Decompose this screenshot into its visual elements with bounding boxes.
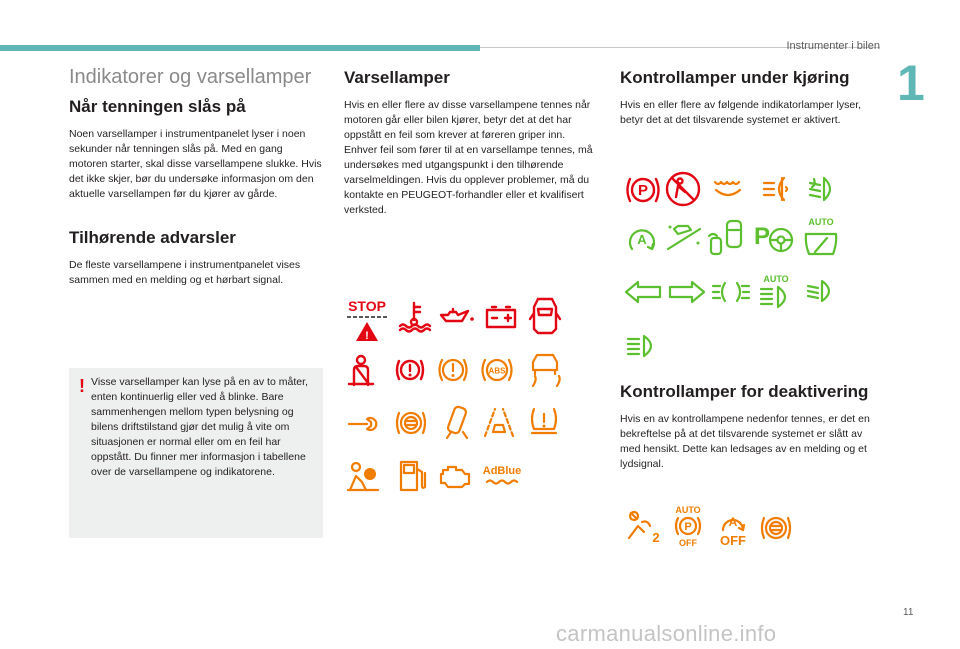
cruise-control-icon <box>664 221 704 251</box>
oil-pressure-icon <box>438 305 476 329</box>
heading-associated-warnings: Tilhørende advarsler <box>69 228 236 247</box>
warning-note-box <box>69 368 323 538</box>
parking-lamp-label: P <box>753 223 771 250</box>
stop-start-off-a-label: A <box>728 515 738 529</box>
auto-wiper-label: AUTO <box>808 217 834 227</box>
section-title: Indikatorer og varsellamper <box>69 66 312 88</box>
heading-warning-lamps: Varsellamper <box>344 68 450 87</box>
seatbelt-icon <box>347 355 375 387</box>
parking-brake-icon <box>623 174 663 206</box>
adblue-icon <box>482 463 522 487</box>
stop-label: STOP <box>348 298 386 314</box>
door-open-icon <box>530 297 560 335</box>
coolant-temperature-icon <box>397 300 431 332</box>
lane-keeping-icon <box>482 406 516 438</box>
tyre-pressure-icon <box>527 405 561 437</box>
stop-start-off-icon <box>715 508 751 546</box>
stop-start-icon <box>626 225 658 253</box>
warning-note-text: Visse varsellamper kan lyse på en av to måter, enten kontinuerlig eller ved å blinke. Bare sammenhengen mellom typen belysning og bilens driftstilstand gjør det mulig å vite om situasjonen er normal eller om en feil har oppstått. Du finner mer informasjon i tabellene over de varsellampene og indikatorene. <box>91 376 308 478</box>
auto-parking-label: AUTO <box>675 505 701 515</box>
heading-ignition: Når tenningen slås på <box>69 97 246 116</box>
steering-wheel-icon <box>766 226 796 254</box>
heading-deactivation-lamps: Kontrollamper for deaktivering <box>620 382 869 401</box>
auto-main-beam-label: AUTO <box>763 274 789 284</box>
adblue-label: AdBlue <box>482 465 522 477</box>
dipped-beam-icon <box>806 279 838 303</box>
svg-text:!: ! <box>365 330 369 342</box>
service-wrench-icon <box>347 414 379 434</box>
paragraph-deactivation-lamps: Hvis en av kontrollampene nedenfor tennes, er det en bekreftelse på at det tilsvarende systemet er slått av med hensikt. Dette kan ledsages av en melding og et lydsignal. <box>620 413 870 470</box>
stop-start-off-label: OFF <box>720 533 746 548</box>
paragraph-indicator-lamps: Hvis en eller flere av følgende indikatorlamper lyser, betyr det at det tilsvarende systemet er aktivert. <box>620 99 862 126</box>
chapter-number: 1 <box>897 55 925 111</box>
esp-skid-icon <box>527 352 563 388</box>
stop-start-label: A <box>637 232 647 247</box>
right-indicator-icon <box>668 280 706 304</box>
left-indicator-icon <box>624 280 662 304</box>
glow-plug-icon <box>712 178 744 198</box>
header-accent-bar <box>0 45 480 51</box>
brake-system-icon <box>395 356 425 384</box>
sidelamps-icon <box>711 280 751 304</box>
column-ignition <box>69 66 324 288</box>
seatbelt-unfastened-icon <box>663 170 703 208</box>
abs-icon <box>480 355 514 385</box>
section-deactivation <box>620 382 880 472</box>
auto-parking-brake-off-icon <box>670 505 706 547</box>
paragraph-ignition: Noen varsellamper i instrumentpanelet lyser i noen sekunder når tenningen slås på. Med en gang motoren starter, skal disse varsellampene slukke. Hvis det ikke skjer, bør du undersøke informasjon om den aktuelle varsellampen før du kjører av gårde. <box>69 128 322 200</box>
column-warning-lamps <box>344 66 599 218</box>
blind-spot-monitoring-icon <box>707 218 749 256</box>
airbag-two-label: 2 <box>652 530 660 545</box>
running-head: Instrumenter i bilen <box>786 40 880 52</box>
auto-main-beam-icon <box>758 273 794 309</box>
front-fog-lamp-icon <box>808 175 838 203</box>
page-number: 11 <box>903 607 914 618</box>
low-fuel-icon <box>398 459 428 493</box>
airbag-icon <box>346 462 380 492</box>
auto-wiper-icon <box>803 216 839 256</box>
parking-label: P <box>637 182 649 199</box>
main-beam-icon <box>626 334 660 358</box>
paragraph-associated-warnings: De fleste varsellampene i instrumentpanelet vises sammen med en melding og et hørbart signal. <box>69 259 301 286</box>
warning-mark: ! <box>79 376 85 396</box>
column-indicator-lamps <box>620 66 880 128</box>
heading-indicator-lamps: Kontrollamper under kjøring <box>620 68 850 87</box>
brake-pad-wear-icon <box>394 407 428 439</box>
engine-check-icon <box>438 462 472 490</box>
brake-disc-off-icon <box>758 512 794 544</box>
auto-parking-p-label: P <box>684 521 692 533</box>
lane-departure-icon <box>442 404 472 440</box>
abs-label: ABS <box>488 366 506 376</box>
battery-charge-icon <box>485 305 517 329</box>
stop-warning-icon <box>345 297 390 345</box>
auto-parking-off-label: OFF <box>679 538 697 548</box>
paragraph-warning-lamps: Hvis en eller flere av disse varsellampene tennes når motoren går eller bilen kjører, betyr det at det har oppstått en feil som krever at føreren griper inn. Enhver feil som fører til at en varsellampe tennes, må undersøkes med utgangspunkt i den tilhørende varselmeldingen. Hvis du opplever problemer, må du kontakte en PEUGEOT-forhandler eller et kvalifisert verksted. <box>344 99 593 216</box>
passenger-airbag-off-icon <box>626 510 662 544</box>
watermark: carmanualsonline.info <box>556 621 777 646</box>
rear-fog-lamp-icon <box>762 175 792 203</box>
general-alert-icon <box>437 356 469 384</box>
